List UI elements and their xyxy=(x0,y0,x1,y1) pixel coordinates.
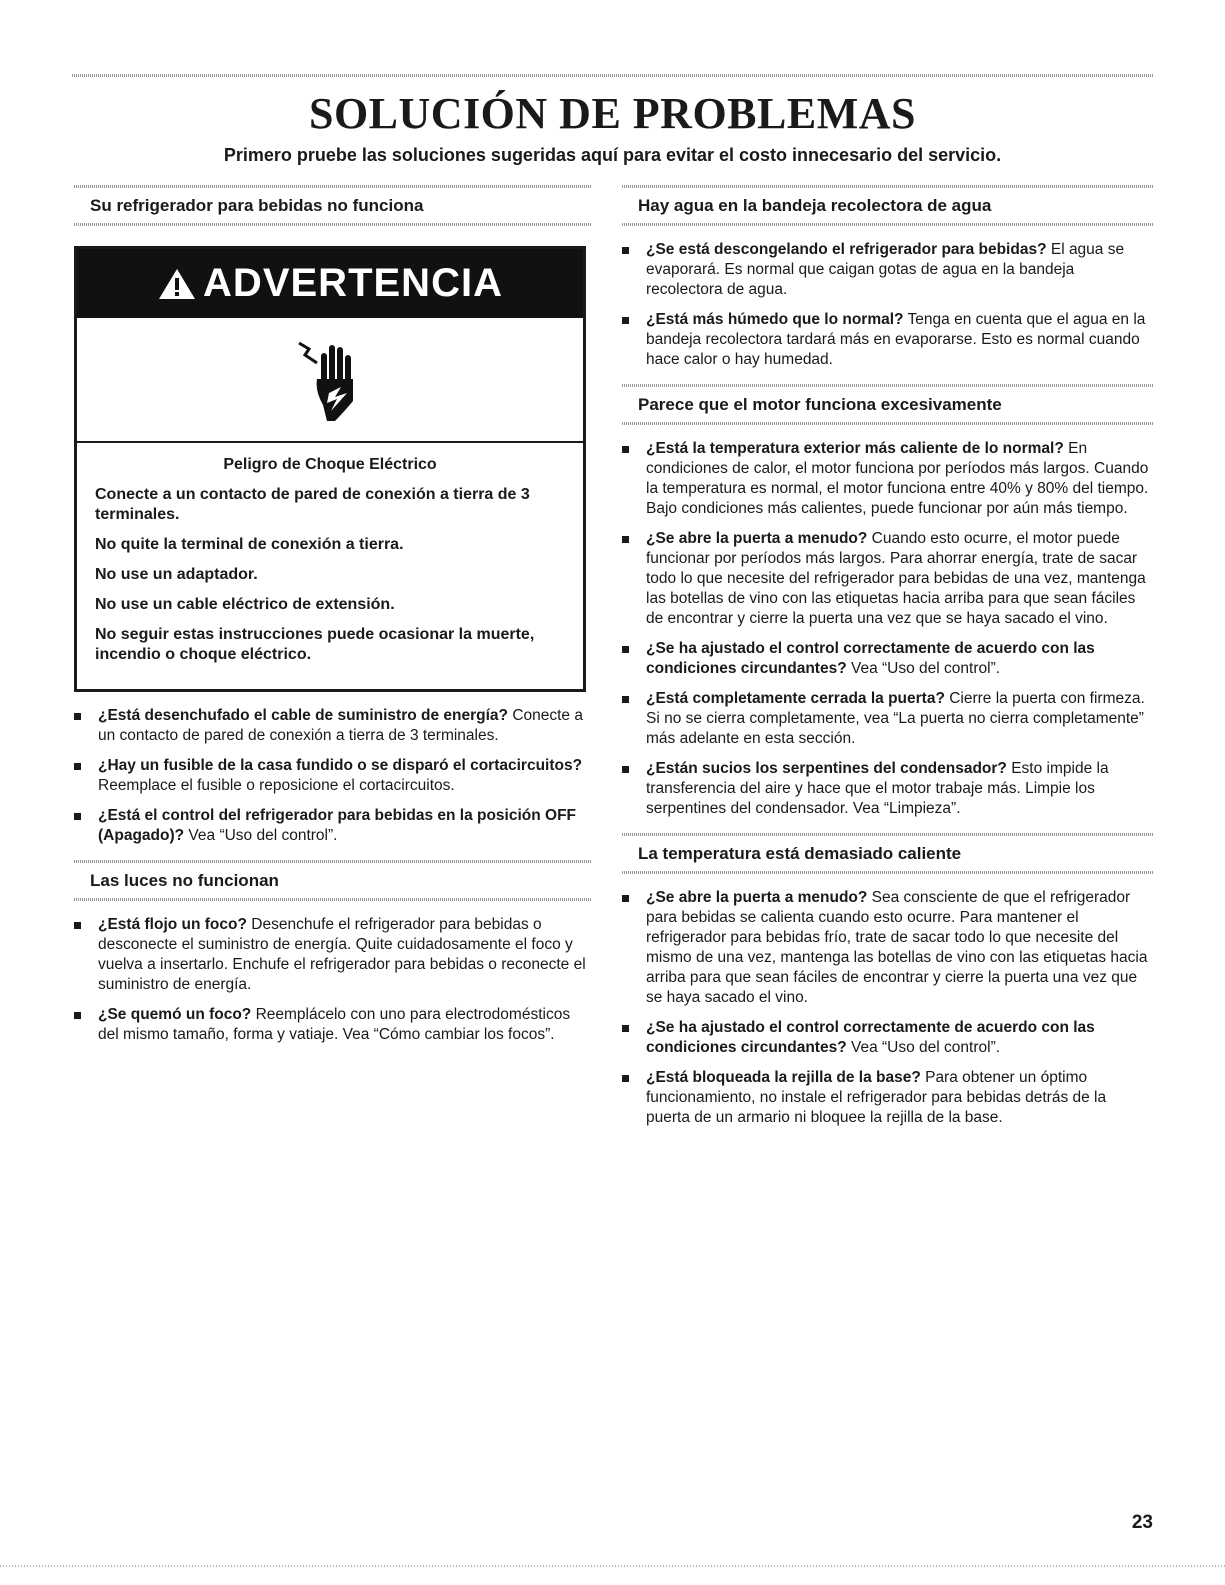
answer: Desenchufe el refrigerador para bebidas o desconecte el suministro de energía. Quite cuidadosamente el foco y vuelva a insertarlo. Enchufe el refrigerador para bebidas o reconecte el suministro de energía. xyxy=(98,916,586,993)
answer: Para obtener un óptimo funcionamiento, no instale el refrigerador para bebidas detrás de la puerta de un armario ni bloquee la rejilla de la base. xyxy=(646,1069,1107,1126)
bottom-dotted-rule xyxy=(0,1565,1225,1567)
answer: Sea consciente de que el refrigerador para bebidas se calienta cuando esto ocurre. Para mantener el refrigerador para bebidas frío, trate de sacar todo lo que necesite del mismo de una vez, mantenga las botellas de vino con las etiquetas hacia arriba para que sean fáciles de encontrar y cierre la puerta una vez que se haya sacado el vino. xyxy=(646,889,1148,1006)
question: ¿Se está descongelando el refrigerador para bebidas? xyxy=(646,241,1047,258)
list-item xyxy=(74,806,592,846)
section-rule xyxy=(622,422,1154,425)
page-title: SOLUCIÓN DE PROBLEMAS xyxy=(308,89,917,138)
troubleshoot-list xyxy=(622,439,1154,819)
section-rule xyxy=(74,898,592,901)
question: ¿Se ha ajustado el control correctamente de acuerdo con las condiciones circundantes? xyxy=(646,640,1095,677)
list-item xyxy=(622,888,1154,1008)
warning-line: No quite la terminal de conexión a tierra. xyxy=(95,536,404,553)
question: ¿Está la temperatura exterior más caliente de lo normal? xyxy=(646,440,1064,457)
question: ¿Se abre la puerta a menudo? xyxy=(646,530,868,547)
troubleshoot-list xyxy=(622,240,1154,370)
list-item xyxy=(622,529,1154,629)
question: ¿Están sucios los serpentines del condensador? xyxy=(646,760,1007,777)
right-column xyxy=(622,185,1154,1138)
section-heading: Su refrigerador para bebidas no funciona xyxy=(90,196,424,215)
list-item xyxy=(74,756,592,796)
answer: El agua se evaporará. Es normal que caigan gotas de agua en la bandeja recolectora de agua. xyxy=(646,241,1125,298)
section-rule xyxy=(622,871,1154,874)
answer: Reemplace el fusible o reposicione el cortacircuitos. xyxy=(98,777,455,794)
list-item xyxy=(74,1005,592,1045)
answer: Cuando esto ocurre, el motor puede funcionar por períodos más largos. Para ahorrar energía, trate de sacar todo lo que necesite del refrigerador para bebidas de una vez, mantenga las botellas de vino con las etiquetas hacia arriba para que sean fáciles de encontrar y cierre la puerta una vez que se haya sacado el vino. xyxy=(646,530,1146,627)
answer: Vea “Uso del control”. xyxy=(846,1039,1001,1056)
list-item xyxy=(622,310,1154,370)
answer: Vea “Uso del control”. xyxy=(846,660,1001,677)
hazard-label: Peligro de Choque Eléctrico xyxy=(223,456,437,473)
answer: Esto impide la transferencia del aire y hace que el motor trabaje más. Limpie los serpentines del condensador. Vea “Limpieza”. xyxy=(646,760,1109,817)
page-subtitle: Primero pruebe las soluciones sugeridas aquí para evitar el costo innecesario del servicio. xyxy=(223,145,1002,165)
list-item xyxy=(622,639,1154,679)
question: ¿Está flojo un foco? xyxy=(98,916,247,933)
left-column xyxy=(74,185,592,1055)
list-item xyxy=(622,1018,1154,1058)
troubleshoot-list xyxy=(74,915,592,1045)
question: ¿Está bloqueada la rejilla de la base? xyxy=(646,1069,921,1086)
warning-line: No seguir estas instrucciones puede ocasionar la muerte, incendio o choque eléctrico. xyxy=(95,626,535,663)
warning-text xyxy=(77,443,583,689)
warning-line: No use un adaptador. xyxy=(95,566,258,583)
section-heading: Las luces no funcionan xyxy=(90,871,279,890)
top-dotted-rule xyxy=(72,74,1154,77)
warning-line: Conecte a un contacto de pared de conexión a tierra de 3 terminales. xyxy=(95,486,530,523)
section-heading: Hay agua en la bandeja recolectora de agua xyxy=(638,196,992,215)
troubleshoot-list xyxy=(622,888,1154,1128)
section-heading: Parece que el motor funciona excesivamente xyxy=(638,395,1002,414)
question: ¿Se ha ajustado el control correctamente de acuerdo con las condiciones circundantes? xyxy=(646,1019,1095,1056)
section-rule xyxy=(74,223,592,226)
question: ¿Hay un fusible de la casa fundido o se disparó el cortacircuitos? xyxy=(98,757,583,774)
list-item xyxy=(622,689,1154,749)
warning-line: No use un cable eléctrico de extensión. xyxy=(95,596,395,613)
answer: Conecte a un contacto de pared de conexión a tierra de 3 terminales. xyxy=(98,707,583,744)
question: ¿Está más húmedo que lo normal? xyxy=(646,311,904,328)
troubleshoot-list xyxy=(74,706,592,846)
answer: Tenga en cuenta que el agua en la bandeja recolectora tardará más en evaporarse. Esto es normal cuando hace calor o hay humedad. xyxy=(646,311,1146,368)
list-item xyxy=(622,439,1154,519)
question: ¿Está desenchufado el cable de suministro de energía? xyxy=(98,707,509,724)
list-item xyxy=(622,240,1154,300)
warning-icon-area xyxy=(77,318,583,443)
warning-header xyxy=(77,249,583,318)
list-item xyxy=(622,759,1154,819)
question: ¿Está completamente cerrada la puerta? xyxy=(646,690,945,707)
section-rule xyxy=(622,223,1154,226)
answer: En condiciones de calor, el motor funciona por períodos más largos. Cuando la temperatura es normal, el motor funciona entre 40% y 80% del tiempo. Bajo condiciones más calientes, puede funcionar por aún más tiempo. xyxy=(646,440,1149,517)
question: ¿Está el control del refrigerador para bebidas en la posición OFF (Apagado)? xyxy=(98,807,577,844)
electric-shock-hand-icon xyxy=(295,335,365,425)
answer: Reemplácelo con uno para electrodomésticos del mismo tamaño, forma y vatiaje. Vea “Cómo cambiar los focos”. xyxy=(98,1006,571,1043)
warning-box xyxy=(74,246,586,692)
list-item xyxy=(622,1068,1154,1128)
answer: Vea “Uso del control”. xyxy=(184,827,338,844)
warning-heading: ADVERTENCIA xyxy=(203,261,503,305)
page-number: 23 xyxy=(1131,1512,1153,1533)
question: ¿Se quemó un foco? xyxy=(98,1006,252,1023)
answer: Cierre la puerta con firmeza. Si no se cierra completamente, vea “La puerta no cierra completamente” más adelante en esta sección. xyxy=(646,690,1145,747)
question: ¿Se abre la puerta a menudo? xyxy=(646,889,868,906)
section-heading: La temperatura está demasiado caliente xyxy=(638,844,962,863)
list-item xyxy=(74,915,592,995)
warning-triangle-icon xyxy=(157,267,197,301)
list-item xyxy=(74,706,592,746)
